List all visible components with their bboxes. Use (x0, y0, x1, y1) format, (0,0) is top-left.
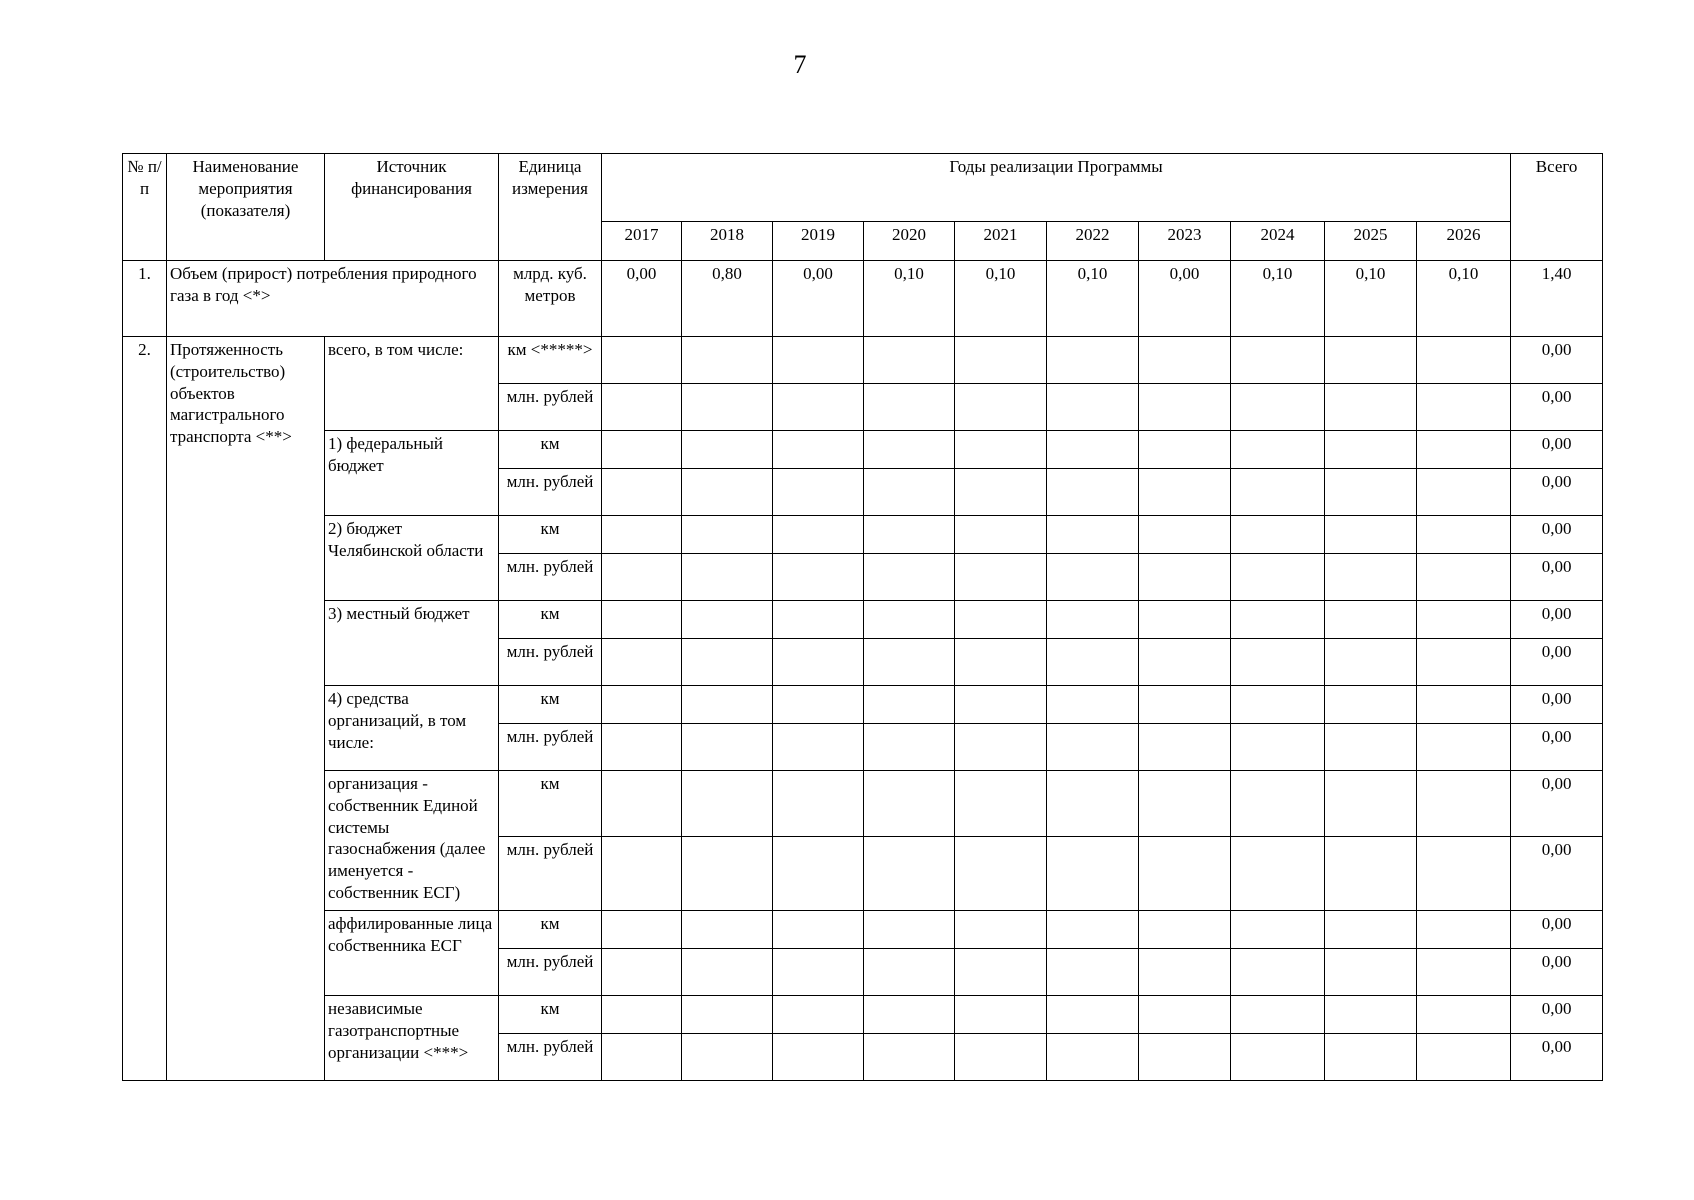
value-cell: 0,10 (1231, 261, 1325, 337)
total-cell: 0,00 (1511, 686, 1603, 724)
value-cell (1139, 516, 1231, 554)
value-cell (1139, 949, 1231, 996)
value-cell (1325, 686, 1417, 724)
value-cell (1325, 554, 1417, 601)
value-cell (1139, 337, 1231, 384)
value-cell: 0,80 (682, 261, 773, 337)
value-cell (1047, 601, 1139, 639)
value-cell (773, 384, 864, 431)
value-cell (602, 686, 682, 724)
value-cell (1325, 639, 1417, 686)
value-cell (1325, 1034, 1417, 1081)
value-cell (682, 337, 773, 384)
value-cell (682, 771, 773, 837)
value-cell (1231, 911, 1325, 949)
value-cell (682, 601, 773, 639)
value-cell (864, 337, 955, 384)
value-cell (1139, 469, 1231, 516)
value-cell (1417, 639, 1511, 686)
header-num: № п/п (123, 154, 167, 261)
table-row (123, 261, 1603, 337)
value-cell (1139, 639, 1231, 686)
header-year-2025: 2025 (1325, 222, 1417, 261)
value-cell (682, 554, 773, 601)
value-cell (1417, 337, 1511, 384)
value-cell (1325, 911, 1417, 949)
value-cell (602, 601, 682, 639)
value-cell (1231, 724, 1325, 771)
value-cell (1325, 469, 1417, 516)
header-total: Всего (1511, 154, 1603, 261)
value-cell: 0,10 (955, 261, 1047, 337)
funding-source: 1) федеральный бюджет (325, 431, 499, 516)
value-cell (1047, 1034, 1139, 1081)
table-row (123, 771, 1603, 837)
value-cell (1047, 996, 1139, 1034)
header-year-2019: 2019 (773, 222, 864, 261)
value-cell (773, 837, 864, 911)
value-cell (773, 949, 864, 996)
value-cell (1417, 516, 1511, 554)
value-cell (773, 724, 864, 771)
value-cell (773, 686, 864, 724)
value-cell (602, 949, 682, 996)
total-cell: 1,40 (1511, 261, 1603, 337)
value-cell (1417, 1034, 1511, 1081)
value-cell (1231, 384, 1325, 431)
value-cell (955, 996, 1047, 1034)
value-cell (1139, 724, 1231, 771)
unit-cell: млн. рублей (499, 837, 602, 911)
total-cell: 0,00 (1511, 516, 1603, 554)
value-cell (955, 911, 1047, 949)
total-cell: 0,00 (1511, 724, 1603, 771)
value-cell (682, 1034, 773, 1081)
unit-cell: млн. рублей (499, 469, 602, 516)
value-cell (773, 516, 864, 554)
value-cell (1231, 516, 1325, 554)
value-cell (955, 686, 1047, 724)
total-cell: 0,00 (1511, 996, 1603, 1034)
value-cell (955, 1034, 1047, 1081)
total-cell: 0,00 (1511, 1034, 1603, 1081)
value-cell (602, 1034, 682, 1081)
unit-cell: км (499, 516, 602, 554)
funding-source: 4) средства организаций, в том числе: (325, 686, 499, 771)
funding-source: организация - собственник Единой системы газоснабжения (далее именуется - собственник ЕСГ) (325, 771, 499, 911)
header-year-2020: 2020 (864, 222, 955, 261)
total-cell: 0,00 (1511, 771, 1603, 837)
value-cell (1417, 996, 1511, 1034)
value-cell (864, 384, 955, 431)
table-row (123, 996, 1603, 1034)
value-cell (1231, 1034, 1325, 1081)
value-cell (1139, 771, 1231, 837)
value-cell (1047, 724, 1139, 771)
value-cell (773, 1034, 864, 1081)
value-cell (864, 554, 955, 601)
value-cell (1231, 469, 1325, 516)
value-cell (1325, 949, 1417, 996)
header-years-title: Годы реализации Программы (602, 154, 1511, 222)
value-cell: 0,00 (773, 261, 864, 337)
value-cell (602, 996, 682, 1034)
value-cell (682, 469, 773, 516)
value-cell (1417, 469, 1511, 516)
value-cell (1139, 686, 1231, 724)
total-cell: 0,00 (1511, 837, 1603, 911)
unit-cell: км (499, 601, 602, 639)
unit-cell: млн. рублей (499, 724, 602, 771)
value-cell (602, 469, 682, 516)
table-row (123, 516, 1603, 554)
value-cell (1417, 686, 1511, 724)
value-cell (773, 996, 864, 1034)
header-year-2018: 2018 (682, 222, 773, 261)
total-cell: 0,00 (1511, 949, 1603, 996)
value-cell (864, 601, 955, 639)
value-cell: 0,10 (1417, 261, 1511, 337)
value-cell (864, 724, 955, 771)
value-cell (1325, 431, 1417, 469)
header-year-2024: 2024 (1231, 222, 1325, 261)
value-cell (1325, 384, 1417, 431)
value-cell (682, 949, 773, 996)
header-unit: Единица измерения (499, 154, 602, 261)
value-cell (1047, 949, 1139, 996)
page-number: 7 (793, 50, 807, 79)
value-cell (1231, 601, 1325, 639)
header-source: Источник финансирования (325, 154, 499, 261)
total-cell: 0,00 (1511, 911, 1603, 949)
value-cell (1231, 996, 1325, 1034)
value-cell (1417, 384, 1511, 431)
total-cell: 0,00 (1511, 639, 1603, 686)
value-cell (864, 996, 955, 1034)
value-cell (955, 724, 1047, 771)
value-cell (773, 911, 864, 949)
total-cell: 0,00 (1511, 554, 1603, 601)
header-year-2021: 2021 (955, 222, 1047, 261)
table-row (123, 911, 1603, 949)
value-cell (773, 639, 864, 686)
value-cell (682, 384, 773, 431)
value-cell (602, 384, 682, 431)
value-cell (1047, 554, 1139, 601)
unit-cell: км (499, 686, 602, 724)
value-cell (955, 554, 1047, 601)
value-cell (1231, 337, 1325, 384)
value-cell: 0,00 (602, 261, 682, 337)
value-cell (864, 686, 955, 724)
value-cell (1047, 431, 1139, 469)
header-year-2023: 2023 (1139, 222, 1231, 261)
value-cell (1325, 601, 1417, 639)
funding-source: 2) бюджет Челябинской области (325, 516, 499, 601)
value-cell (864, 639, 955, 686)
total-cell: 0,00 (1511, 469, 1603, 516)
value-cell (864, 949, 955, 996)
unit-cell: км (499, 771, 602, 837)
value-cell (602, 516, 682, 554)
unit-cell: млрд. куб. метров (499, 261, 602, 337)
value-cell (1417, 771, 1511, 837)
value-cell (955, 639, 1047, 686)
value-cell (682, 724, 773, 771)
value-cell (1139, 911, 1231, 949)
value-cell (1047, 837, 1139, 911)
value-cell (1325, 337, 1417, 384)
value-cell (682, 686, 773, 724)
value-cell (1047, 911, 1139, 949)
value-cell (773, 554, 864, 601)
value-cell (1047, 337, 1139, 384)
header-year-2026: 2026 (1417, 222, 1511, 261)
value-cell: 0,10 (1047, 261, 1139, 337)
value-cell (682, 911, 773, 949)
value-cell (864, 431, 955, 469)
total-cell: 0,00 (1511, 601, 1603, 639)
value-cell: 0,10 (864, 261, 955, 337)
value-cell (1139, 554, 1231, 601)
value-cell (682, 639, 773, 686)
value-cell (682, 996, 773, 1034)
value-cell (682, 431, 773, 469)
value-cell (1417, 601, 1511, 639)
value-cell (955, 601, 1047, 639)
value-cell (1417, 554, 1511, 601)
value-cell (1231, 639, 1325, 686)
value-cell (1231, 686, 1325, 724)
value-cell (955, 949, 1047, 996)
total-cell: 0,00 (1511, 384, 1603, 431)
header-name: Наименование мероприятия (показателя) (167, 154, 325, 261)
value-cell (1047, 771, 1139, 837)
value-cell: 0,00 (1139, 261, 1231, 337)
unit-cell: км (499, 911, 602, 949)
value-cell (602, 837, 682, 911)
total-cell: 0,00 (1511, 431, 1603, 469)
program-table (122, 153, 1603, 1081)
value-cell (1417, 837, 1511, 911)
value-cell (955, 837, 1047, 911)
row-number: 1. (123, 261, 167, 337)
value-cell (864, 911, 955, 949)
value-cell (864, 771, 955, 837)
table-row (123, 431, 1603, 469)
unit-cell: км (499, 996, 602, 1034)
value-cell (1325, 771, 1417, 837)
value-cell (1325, 516, 1417, 554)
value-cell (1139, 837, 1231, 911)
value-cell (1325, 724, 1417, 771)
value-cell (1139, 996, 1231, 1034)
table-row (123, 686, 1603, 724)
header-year-2022: 2022 (1047, 222, 1139, 261)
value-cell (864, 1034, 955, 1081)
header-year-2017: 2017 (602, 222, 682, 261)
value-cell (773, 337, 864, 384)
value-cell (773, 431, 864, 469)
indicator-name: Протяженность (строительство) объектов магистрального транспорта <**> (167, 337, 325, 1081)
value-cell (1325, 996, 1417, 1034)
value-cell (1139, 601, 1231, 639)
value-cell (864, 469, 955, 516)
unit-cell: млн. рублей (499, 384, 602, 431)
value-cell (955, 469, 1047, 516)
value-cell (602, 337, 682, 384)
value-cell (864, 516, 955, 554)
value-cell (1047, 384, 1139, 431)
value-cell (682, 516, 773, 554)
value-cell (1417, 949, 1511, 996)
value-cell (1231, 949, 1325, 996)
table-row (123, 337, 1603, 384)
value-cell (602, 639, 682, 686)
indicator-name: Объем (прирост) потребления природного газа в год <*> (167, 261, 499, 337)
value-cell (1417, 431, 1511, 469)
value-cell (1231, 431, 1325, 469)
value-cell (682, 837, 773, 911)
value-cell (773, 469, 864, 516)
value-cell (602, 771, 682, 837)
value-cell (1139, 431, 1231, 469)
value-cell (1047, 639, 1139, 686)
funding-source: всего, в том числе: (325, 337, 499, 431)
value-cell (602, 911, 682, 949)
value-cell (1325, 837, 1417, 911)
table-row (123, 601, 1603, 639)
value-cell (773, 601, 864, 639)
unit-cell: млн. рублей (499, 949, 602, 996)
value-cell (1417, 724, 1511, 771)
value-cell (955, 771, 1047, 837)
value-cell (1139, 384, 1231, 431)
value-cell (955, 516, 1047, 554)
unit-cell: км (499, 431, 602, 469)
row-number: 2. (123, 337, 167, 1081)
value-cell: 0,10 (1325, 261, 1417, 337)
value-cell (1047, 469, 1139, 516)
value-cell (955, 337, 1047, 384)
total-cell: 0,00 (1511, 337, 1603, 384)
unit-cell: млн. рублей (499, 639, 602, 686)
value-cell (1231, 771, 1325, 837)
value-cell (602, 554, 682, 601)
funding-source: 3) местный бюджет (325, 601, 499, 686)
value-cell (955, 431, 1047, 469)
value-cell (1047, 686, 1139, 724)
unit-cell: млн. рублей (499, 554, 602, 601)
unit-cell: млн. рублей (499, 1034, 602, 1081)
value-cell (1047, 516, 1139, 554)
value-cell (602, 724, 682, 771)
funding-source: аффилированные лица собственника ЕСГ (325, 911, 499, 996)
value-cell (864, 837, 955, 911)
value-cell (1139, 1034, 1231, 1081)
value-cell (773, 771, 864, 837)
funding-source: независимые газотранспортные организации <***> (325, 996, 499, 1081)
value-cell (1231, 837, 1325, 911)
value-cell (602, 431, 682, 469)
unit-cell: км <*****> (499, 337, 602, 384)
value-cell (1231, 554, 1325, 601)
value-cell (1417, 911, 1511, 949)
value-cell (955, 384, 1047, 431)
